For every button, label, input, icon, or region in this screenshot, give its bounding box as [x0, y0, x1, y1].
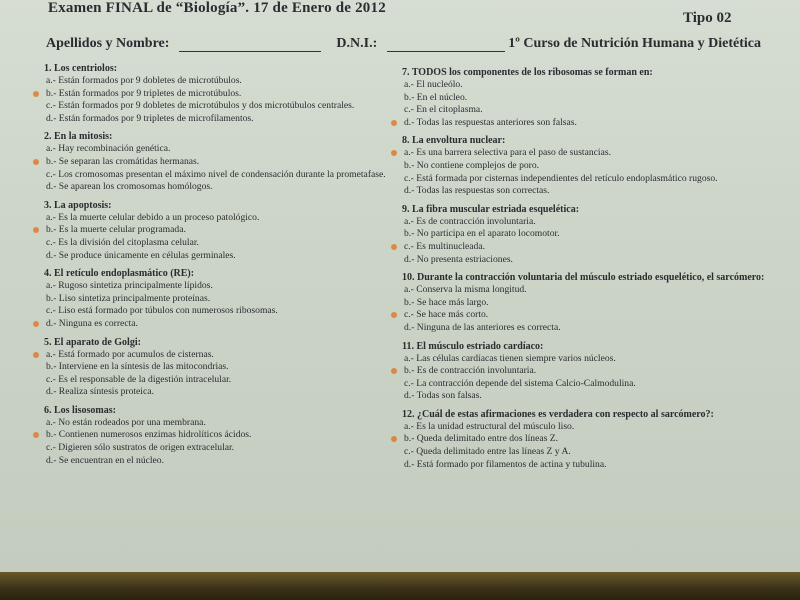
selected-answer-mark: [391, 436, 397, 442]
answer-option[interactable]: [44, 280, 389, 293]
name-label: Apellidos y Nombre:: [46, 36, 170, 51]
answer-option-text: d.- Realiza síntesis proteica.: [46, 386, 154, 398]
answer-option[interactable]: [402, 446, 772, 459]
answer-option[interactable]: [402, 390, 772, 403]
selected-answer-mark: [33, 159, 39, 165]
answer-option-text: b.- Queda delimitado entre dos líneas Z.: [404, 433, 558, 445]
question: [402, 203, 772, 266]
answer-option-text: b.- No contiene complejos de poro.: [404, 159, 540, 171]
question: [402, 134, 772, 197]
answer-option[interactable]: [44, 417, 389, 430]
answer-option-text: a.- Las células cardíacas tienen siempre varios núcleos.: [404, 352, 616, 364]
answer-option-text: a.- Es de contracción involuntaria.: [404, 215, 536, 227]
answer-option[interactable]: [402, 104, 772, 117]
answer-option[interactable]: [44, 237, 389, 250]
question-title: 12. ¿Cuál de estas afirmaciones es verdadera con respecto al sarcómero?:: [402, 408, 714, 420]
answer-option-text: b.- Contienen numerosos enzimas hidrolíticos ácidos.: [46, 429, 252, 441]
question: [402, 271, 772, 334]
selected-answer-mark: [33, 432, 39, 438]
question: [44, 130, 389, 193]
answer-option-text: c.- Queda delimitado entre las líneas Z y A.: [404, 446, 571, 458]
answer-option[interactable]: [44, 181, 389, 194]
question: [44, 267, 389, 330]
answer-option-text: d.- Se encuentran en el núcleo.: [46, 454, 165, 466]
answer-option[interactable]: [44, 429, 389, 442]
answer-option-text: d.- Todas son falsas.: [404, 390, 482, 402]
answer-option-text: b.- No participa en el aparato locomotor.: [404, 228, 560, 240]
answer-option-text: c.- Está formada por cisternas independientes del retículo endoplasmático rugoso.: [404, 172, 718, 184]
answer-option-text: b.- Es la muerte celular programada.: [46, 224, 186, 236]
selected-answer-mark: [391, 244, 397, 250]
answer-option[interactable]: [402, 365, 772, 378]
answer-option[interactable]: [402, 185, 772, 198]
answer-option[interactable]: [44, 361, 389, 374]
answer-option[interactable]: [402, 378, 772, 391]
answer-option[interactable]: [402, 309, 772, 322]
question-title: 11. El músculo estriado cardíaco:: [402, 340, 544, 352]
answer-option[interactable]: [44, 224, 389, 237]
left-column: [44, 62, 389, 472]
answer-option-text: b.- En el núcleo.: [404, 91, 468, 103]
answer-option-text: c.- Liso está formado por túbulos con numerosos ribosomas.: [46, 305, 278, 317]
desk-background: [0, 572, 800, 600]
answer-option-text: c.- La contracción depende del sistema Calcio-Calmodulina.: [404, 377, 636, 389]
answer-option[interactable]: [44, 305, 389, 318]
answer-option-text: b.- Interviene en la síntesis de las mitocondrias.: [46, 361, 229, 373]
course-label: 1º Curso de Nutrición Humana y Dietética: [508, 36, 761, 51]
answer-option[interactable]: [402, 147, 772, 160]
answer-option-text: d.- Está formado por filamentos de actina y tubulina.: [404, 458, 607, 470]
selected-answer-mark: [33, 227, 39, 233]
student-info-row: [46, 36, 766, 52]
answer-option[interactable]: [402, 433, 772, 446]
answer-option-text: d.- Ninguna de las anteriores es correcta.: [404, 321, 561, 333]
question: [44, 336, 389, 399]
answer-option-text: a.- Conserva la misma longitud.: [404, 284, 527, 296]
question-title: 6. Los lisosomas:: [44, 404, 116, 416]
answer-option[interactable]: [44, 442, 389, 455]
question-title: 7. TODOS los componentes de los ribosomas se forman en:: [402, 67, 653, 78]
question-title: 3. La apoptosis:: [44, 199, 112, 211]
exam-title: Examen FINAL de “Biología”. 17 de Enero de 2012: [48, 0, 386, 16]
answer-option[interactable]: [402, 92, 772, 105]
question: [44, 199, 389, 262]
question-title: 2. En la mitosis:: [44, 131, 113, 143]
answer-option-text: a.- Es la muerte celular debido a un proceso patológico.: [46, 211, 260, 223]
selected-answer-mark: [391, 368, 397, 374]
answer-option-text: c.- Se hace más corto.: [404, 309, 489, 321]
question-title: 10. Durante la contracción voluntaria del músculo estriado esquelético, el sarcómero:: [402, 272, 765, 284]
answer-option[interactable]: [44, 169, 389, 182]
answer-option-text: d.- Están formados por 9 tripletes de microfilamentos.: [46, 112, 254, 124]
answer-option-text: c.- En el citoplasma.: [404, 104, 483, 116]
answer-option-text: d.- Ninguna es correcta.: [46, 317, 138, 329]
answer-option-text: c.- Es el responsable de la digestión intracelular.: [46, 373, 232, 385]
answer-option-text: c.- Es la división del citoplasma celular.: [46, 236, 199, 248]
answer-option[interactable]: [402, 284, 772, 297]
answer-option-text: d.- Se aparean los cromosomas homólogos.: [46, 181, 213, 193]
answer-option[interactable]: [402, 322, 772, 335]
answer-option-text: d.- No presenta estriaciones.: [404, 253, 513, 265]
answer-option[interactable]: [402, 160, 772, 173]
question-title: 1. Los centriolos:: [44, 63, 118, 74]
dni-field[interactable]: [387, 39, 505, 52]
answer-option-text: b.- Están formados por 9 tripletes de microtúbulos.: [46, 87, 242, 99]
answer-option[interactable]: [402, 79, 772, 92]
answer-option-text: d.- Todas las respuestas son correctas.: [404, 185, 550, 197]
selected-answer-mark: [391, 120, 397, 126]
question-title: 4. El retículo endoplasmático (RE):: [44, 268, 195, 280]
answer-option[interactable]: [402, 421, 772, 434]
answer-option[interactable]: [44, 374, 389, 387]
answer-option-text: a.- Están formados por 9 dobletes de microtúbulos.: [46, 75, 242, 86]
selected-answer-mark: [391, 150, 397, 156]
answer-option-text: d.- Todas las respuestas anteriores son falsas.: [404, 116, 577, 128]
answer-option[interactable]: [44, 75, 389, 88]
answer-option-text: a.- Es una barrera selectiva para el paso de sustancias.: [404, 147, 611, 159]
answer-option[interactable]: [402, 216, 772, 229]
dni-label: D.N.I.:: [336, 36, 378, 51]
right-column: [402, 66, 772, 476]
question: [402, 66, 772, 129]
question-title: 9. La fibra muscular estriada esquelética:: [402, 203, 580, 215]
answer-option[interactable]: [44, 455, 389, 468]
answer-option-text: c.- Es multinucleada.: [404, 240, 485, 252]
selected-answer-mark: [33, 91, 39, 97]
answer-option[interactable]: [44, 212, 389, 225]
answer-option[interactable]: [44, 113, 389, 126]
answer-option[interactable]: [44, 386, 389, 399]
answer-option-text: b.- Se hace más largo.: [404, 296, 489, 308]
answer-option[interactable]: [402, 353, 772, 366]
answer-option-text: d.- Se produce únicamente en células germinales.: [46, 249, 236, 261]
answer-option-text: a.- Hay recombinación genética.: [46, 143, 171, 155]
answer-option-text: c.- Digieren sólo sustratos de origen extracelular.: [46, 442, 235, 454]
answer-option[interactable]: [44, 250, 389, 263]
question: [44, 404, 389, 467]
answer-option[interactable]: [44, 88, 389, 101]
selected-answer-mark: [33, 352, 39, 358]
question-title: 8. La envoltura nuclear:: [402, 135, 506, 147]
answer-option[interactable]: [44, 100, 389, 113]
answer-option[interactable]: [402, 459, 772, 472]
answer-option[interactable]: [402, 117, 772, 130]
answer-option[interactable]: [44, 349, 389, 362]
answer-option[interactable]: [402, 297, 772, 310]
exam-type: Tipo 02: [683, 10, 732, 26]
answer-option-text: c.- Están formados por 9 dobletes de microtúbulos y dos microtúbulos centrales.: [46, 100, 355, 112]
question: [402, 408, 772, 471]
answer-option[interactable]: [402, 173, 772, 186]
name-field[interactable]: [179, 39, 321, 52]
answer-option-text: b.- Se separan las cromátidas hermanas.: [46, 155, 200, 167]
answer-option[interactable]: [402, 241, 772, 254]
selected-answer-mark: [391, 312, 397, 318]
answer-option[interactable]: [402, 254, 772, 267]
answer-option[interactable]: [402, 228, 772, 241]
answer-option[interactable]: [44, 293, 389, 306]
question-title: 5. El aparato de Golgi:: [44, 336, 141, 348]
answer-option-text: a.- No están rodeados por una membrana.: [46, 416, 206, 428]
answer-option[interactable]: [44, 318, 389, 331]
question: [44, 62, 389, 125]
answer-option-text: a.- Rugoso sintetiza principalmente lípidos.: [46, 280, 213, 292]
answer-option-text: a.- Está formado por acumulos de cisternas.: [46, 348, 214, 360]
answer-option-text: a.- Es la unidad estructural del músculo liso.: [404, 420, 575, 432]
answer-option-text: a.- El nucleólo.: [404, 79, 463, 90]
selected-answer-mark: [33, 321, 39, 327]
answer-option[interactable]: [44, 143, 389, 156]
answer-option-text: c.- Los cromosomas presentan el máximo nivel de condensación durante la prometafase.: [46, 168, 386, 180]
answer-option[interactable]: [44, 156, 389, 169]
answer-option-text: b.- Liso sintetiza principalmente proteínas.: [46, 292, 211, 304]
question: [402, 340, 772, 403]
answer-option-text: b.- Es de contracción involuntaria.: [404, 365, 537, 377]
